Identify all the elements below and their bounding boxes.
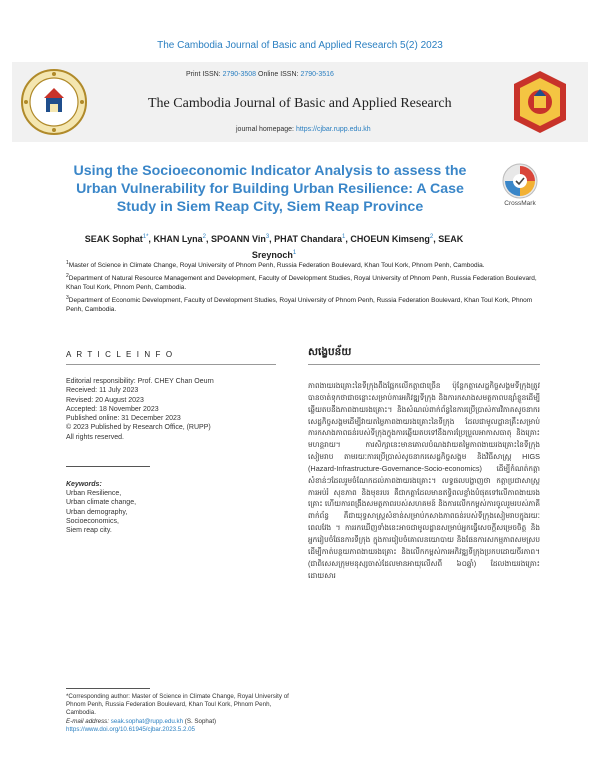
homepage-link[interactable]: https://cjbar.rupp.edu.kh (295, 126, 371, 133)
homepage-line (236, 126, 371, 133)
affiliation (66, 259, 546, 271)
article-info-line: © 2023 Published by Research Office, (RUPP) (66, 424, 211, 432)
affiliation (66, 294, 546, 315)
author-separator: , (269, 234, 275, 244)
print-issn-label: Print ISSN: (186, 71, 221, 78)
author-affiliation-marker: 2 (429, 234, 434, 240)
keyword-list (66, 489, 266, 535)
keyword: Urban Resilience, (66, 490, 122, 498)
article-info-line: Editorial responsibility: Prof. CHEY Chan Oeurn (66, 378, 214, 385)
keywords (66, 480, 266, 535)
journal-title: The Cambodia Journal of Basic and Applied Research (148, 96, 452, 111)
author-affiliation-marker: 1 (342, 234, 346, 240)
email-label: E-mail address: (66, 717, 109, 725)
article-info-line: Accepted: 18 November 2023 (66, 405, 159, 413)
author-list (64, 230, 484, 262)
affiliation (66, 272, 546, 293)
keyword: Siem reap city. (66, 527, 112, 535)
keywords-heading: Keywords: (66, 481, 102, 488)
issn-line (186, 71, 334, 78)
author-affiliation-marker: 1* (142, 234, 149, 240)
footnote-divider (66, 688, 150, 689)
author-affiliation-marker: 1 (292, 250, 297, 256)
affiliation-text: Master of Science in Climate Change, Royal University of Phnom Penh, Russia Federation Boulevard, Khan Toul Kork, Phnom Penh, Cambodia. (68, 262, 485, 270)
article-info-line: Revised: 20 August 2023 (66, 396, 144, 404)
keyword: Urban climate change, (66, 499, 137, 507)
affiliation-number: 3 (66, 294, 69, 301)
corresponding-author-note: *Corresponding author: Master of Science in Climate Change, Royal University of Phnom Penh, Russia Federation Boulevard, Khan Toul Kork, Phnom Penh, Cambodia. (66, 693, 289, 717)
homepage-label: journal homepage: (236, 126, 294, 133)
author-name: SPOANN Vin (210, 234, 266, 244)
journal-emblem (506, 68, 574, 136)
crossmark-label: CrossMark (504, 200, 536, 207)
email-line (66, 718, 298, 726)
journal-header: The Cambodia Journal of Basic and Applied Research 5(2) 2023 (157, 40, 443, 51)
author-affiliation-marker: 2 (202, 234, 206, 240)
article-info-divider (66, 364, 276, 365)
article-info-heading: A R T I C L E I N F O (66, 350, 174, 359)
abstract-heading: សង្ខេបន័យ (308, 346, 352, 358)
email-owner: (S. Sophat) (184, 717, 217, 725)
affiliations (66, 259, 546, 316)
author-separator: , (433, 234, 439, 244)
abstract-divider (308, 364, 540, 365)
doi-link[interactable]: https://www.doi.org/10.61945/cjbar.2023.5.2.05 (66, 725, 195, 733)
author-separator: , (205, 234, 211, 244)
article-info (66, 377, 286, 442)
article-info-line: Received: 11 July 2023 (66, 387, 139, 395)
author-name: CHOEUN Kimseng (350, 234, 430, 244)
author-name: PHAT Chandara (274, 234, 343, 244)
article-info-line: Published online: 31 December 2023 (66, 415, 181, 423)
keyword: Socioeconomics, (66, 517, 119, 525)
university-logo (20, 68, 88, 136)
footnote (66, 693, 298, 734)
article-info-line: All rights reserved. (66, 433, 124, 441)
abstract-text: ភាពងាយរងគ្រោះនៃទីក្រុងពឹងផ្អែកលើកត្តាជាច្រើន ប៉ុន្តែកត្តាសេដ្ឋកិច្ចសង្គមទីក្រុងត្រូវបានចាត់ទុកថាជាចន្លោះសម្រាប់ការអភិវឌ្ឍទីក្រុង និងការកសាងសមត្ថភាពបន្សាំខ្លួនដើម្បីឆ្លើយតបនឹងភាពងាយរងគ្រោះ។ និងសំណល់ពាក់ព័ន្ធនៃការប្រើប្រាស់ការវិភាគសូចនាករសេដ្ឋកិច្ចសង្គមដើម្បីវាយតម្លៃភាពងាយរងគ្រោះនៃទីក្រុង ដែលជាមូលដ្ឋានគ្រឹះសម្រាប់ការកសាងភាពធន់របស់ទីក្រុងក្នុងការឆ្លើយតបទៅនឹងការប្រែប្រួលអាកាសធាតុ និងគ្រោះមហន្តរាយ។ ការសិក្សានេះមានគោលបំណងវាយតម្លៃភាពងាយរងគ្រោះនៃទីក្រុងសៀមរាប តាមរយៈការប្រើប្រាស់សូចនាករសេដ្ឋកិច្ចសង្គម និងវិធីសាស្ត្រ HIGS (Hazard-Infrastructure-Governance-Socio-economics) ដើម្បីកំណត់កត្តាសំខាន់ៗដែលរួមចំណែកដល់ភាពងាយរងគ្រោះ។ លទ្ធផលបង្ហាញថា កត្តាប្រជាសាស្ត្រ ការអប់រំ សុខភាព និងមុខរបរ គឺជាកត្តាដែលមានឥទ្ធិពលខ្លាំងបំផុតទៅលើភាពងាយរងគ្រោះ ហើយការពង្រឹងសមត្ថភាពរបស់សហគមន៍ និងការលើកកម្ពស់ការចូលរួមរបស់ភាគីពាក់ព័ន្ធ គឺជាយុទ្ធសាស្ត្រសំខាន់សម្រាប់កសាងភាពធន់របស់ទីក្រុងសៀមរាបក្នុងរយៈពេលវែង ។ ការរកឃើញទាំងនេះអាចជាមូលដ្ឋានសម្រាប់អ្នកធ្វើសេចក្តីសម្រេចចិត្ត និងអ្នករៀបចំផែនការទីក្រុង ក្នុងការរៀបចំគោលនយោបាយ និងផែនការសកម្មភាពសមស្រប ដើម្បីកាត់បន្ថយភាពងាយរងគ្រោះ និងលើកកម្ពស់ការអភិវឌ្ឍទីក្រុងប្រកបដោយចីរភាព។ (ជាពិសេសក្រុមមនុស្សចាស់ដែលមានអាយុលើសពី ៦០ឆ្នាំ) ដែលងាយរងគ្រោះដោយសារ (308, 381, 540, 580)
email-link[interactable]: seak.sophat@rupp.edu.kh (110, 717, 184, 725)
keywords-divider (66, 466, 150, 467)
affiliation-text: Department of Economic Development, Faculty of Development Studies, Royal University of Phnom Penh, Russia Federation Boulevard, Khan Toul Kork, Phnom Penh, Cambodia. (66, 296, 533, 314)
affiliation-number: 2 (66, 272, 69, 279)
keyword: Urban demography, (66, 508, 128, 516)
author-name: SEAK Sophat (84, 234, 143, 244)
crossmark-icon[interactable] (498, 162, 542, 200)
online-issn-link[interactable]: 2790-3516 (300, 71, 334, 78)
author-name: KHAN Lyna (153, 234, 203, 244)
online-issn-label: Online ISSN: (258, 71, 299, 78)
author-separator: , (345, 234, 351, 244)
author-affiliation-marker: 3 (265, 234, 270, 240)
print-issn-link[interactable]: 2790-3508 (222, 71, 257, 78)
paper-title: Using the Socioeconomic Indicator Analysis to assess the Urban Vulnerability for Building Urban Resilience: A Case Study in Siem Reap City, Siem Reap Province (73, 163, 467, 215)
affiliation-text: Department of Natural Resource Management and Development, Faculty of Development Studies, Royal University of Phnom Penh, Russia Federation Boulevard, Khan Toul Kork, Phnom Penh, Cambodia. (66, 274, 537, 292)
author-name: SEAK Sreynoch (251, 234, 464, 260)
author-separator: , (148, 234, 154, 244)
affiliation-number: 1 (66, 260, 69, 266)
